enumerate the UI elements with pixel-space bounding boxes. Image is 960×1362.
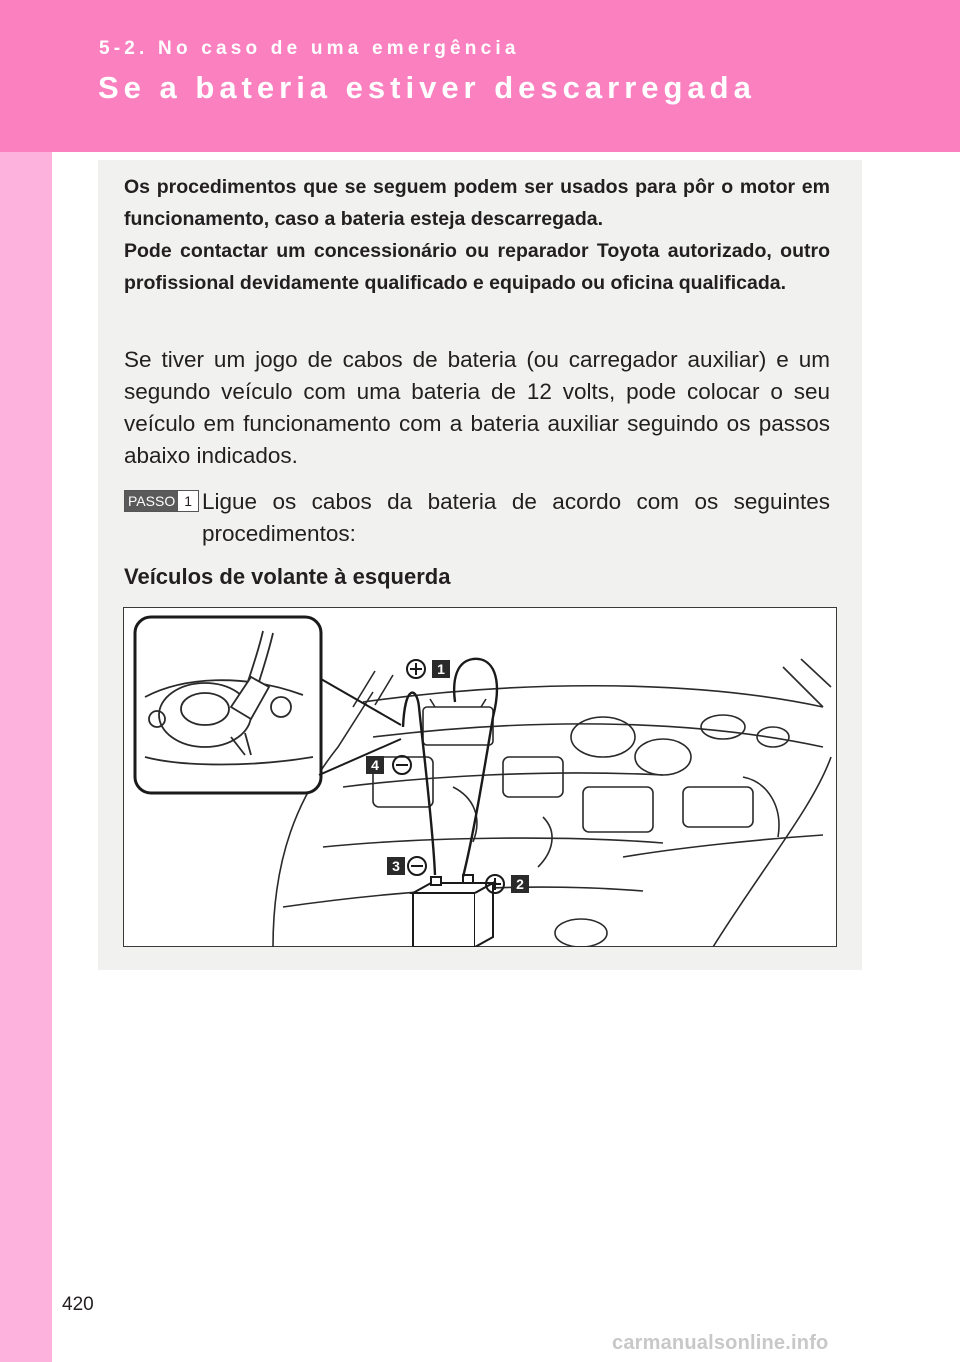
- step-badge-word: PASSO: [125, 491, 178, 511]
- step-badge-number: 1: [178, 491, 198, 511]
- callout-label-2: [511, 875, 529, 893]
- callout-label-2-text: 2: [516, 876, 524, 892]
- step-text: Ligue os cabos da bateria de acordo com os seguintes procedimentos:: [202, 489, 830, 546]
- callout-label-4: [366, 756, 384, 774]
- body-paragraph: Se tiver um jogo de cabos de bateria (ou carregador auxiliar) e um segundo veículo com uma bateria de 12 volts, pode colocar o seu veículo em funcionamento com a bateria auxiliar seguindo os passos abaixo indicados.: [124, 347, 830, 468]
- callout-label-1-text: 1: [437, 661, 445, 677]
- chapter-heading: 5-2. No caso de uma emergência: [99, 38, 520, 59]
- step-1: [124, 486, 830, 556]
- donor-battery-icon: [413, 875, 493, 947]
- callout-label-1: [432, 660, 450, 678]
- intro-paragraph-1: Os procedimentos que se seguem podem ser usados para pôr o motor em funcionamento, caso a bateria esteja descarregada.: [124, 176, 830, 230]
- watermark: carmanualsonline.info: [612, 1332, 829, 1354]
- engine-bay-illustration: [123, 607, 837, 947]
- section-heading: Veículos de volante à esquerda: [124, 564, 451, 589]
- callout-label-4-text: 4: [371, 757, 379, 773]
- intro-paragraph-2: Pode contactar um concessionário ou reparador Toyota autorizado, outro profissional devidamente qualificado e equipado ou oficina qualificada.: [124, 240, 830, 294]
- page-number: 420: [62, 1294, 94, 1315]
- callout-label-3-text: 3: [392, 858, 400, 874]
- page-title: Se a bateria estiver descarregada: [98, 70, 756, 105]
- side-tab-strip: [0, 152, 52, 1362]
- callout-label-3: [387, 857, 405, 875]
- step-badge: [124, 490, 199, 512]
- jump-start-diagram: [123, 607, 837, 947]
